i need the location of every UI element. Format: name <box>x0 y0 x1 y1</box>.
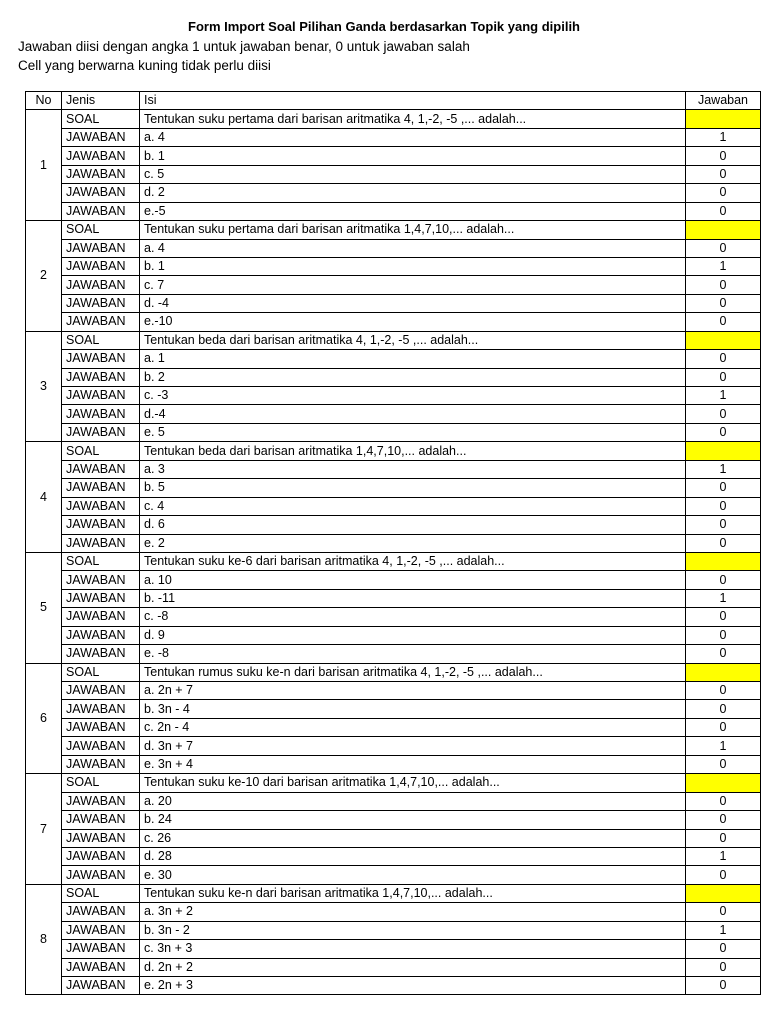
answer-type-cell[interactable]: JAWABAN <box>62 755 140 773</box>
question-table <box>25 91 761 995</box>
answer-option-cell[interactable]: b. 24 <box>140 811 686 829</box>
soal-type-cell[interactable]: SOAL <box>62 442 140 460</box>
answer-value-cell[interactable]: 0 <box>686 571 761 589</box>
answer-option-cell[interactable]: c. 7 <box>140 276 686 294</box>
answer-value-cell[interactable]: 1 <box>686 257 761 275</box>
question-text-cell[interactable]: Tentukan beda dari barisan aritmatika 1,4,7,10,... adalah... <box>140 442 686 460</box>
answer-value-cell[interactable]: 0 <box>686 608 761 626</box>
answer-row <box>26 940 761 958</box>
answer-option-cell[interactable]: b. 1 <box>140 147 686 165</box>
answer-row <box>26 239 761 257</box>
answer-type-cell[interactable]: JAWABAN <box>62 350 140 368</box>
answer-option-cell[interactable]: b. 1 <box>140 257 686 275</box>
answer-option-cell[interactable]: d. 3n + 7 <box>140 737 686 755</box>
answer-row <box>26 903 761 921</box>
question-text-cell[interactable]: Tentukan suku ke-n dari barisan aritmatika 1,4,7,10,... adalah... <box>140 884 686 902</box>
question-row <box>26 221 761 239</box>
answer-value-cell[interactable]: 0 <box>686 940 761 958</box>
answer-option-cell[interactable]: d.-4 <box>140 405 686 423</box>
answer-type-cell[interactable]: JAWABAN <box>62 847 140 865</box>
soal-type-cell[interactable]: SOAL <box>62 663 140 681</box>
answer-type-cell[interactable]: JAWABAN <box>62 534 140 552</box>
answer-type-cell[interactable]: JAWABAN <box>62 866 140 884</box>
soal-type-cell[interactable]: SOAL <box>62 110 140 128</box>
answer-option-cell[interactable]: c. 3n + 3 <box>140 940 686 958</box>
answer-value-cell[interactable]: 0 <box>686 313 761 331</box>
answer-row <box>26 626 761 644</box>
answer-type-cell[interactable]: JAWABAN <box>62 405 140 423</box>
answer-option-cell[interactable]: e. 2 <box>140 534 686 552</box>
answer-option-cell[interactable]: c. -8 <box>140 608 686 626</box>
answer-row <box>26 147 761 165</box>
answer-value-cell[interactable]: 0 <box>686 755 761 773</box>
answer-type-cell[interactable]: JAWABAN <box>62 257 140 275</box>
answer-type-cell[interactable]: JAWABAN <box>62 202 140 220</box>
answer-type-cell[interactable]: JAWABAN <box>62 940 140 958</box>
answer-option-cell[interactable]: a. 1 <box>140 350 686 368</box>
answer-value-cell[interactable]: 0 <box>686 368 761 386</box>
question-row <box>26 884 761 902</box>
question-row <box>26 552 761 570</box>
answer-type-cell[interactable]: JAWABAN <box>62 682 140 700</box>
answer-type-cell[interactable]: JAWABAN <box>62 497 140 515</box>
answer-row <box>26 165 761 183</box>
answer-value-cell[interactable]: 1 <box>686 128 761 146</box>
answer-value-cell[interactable]: 0 <box>686 829 761 847</box>
answer-value-cell[interactable]: 1 <box>686 460 761 478</box>
question-number: 8 <box>26 884 62 995</box>
answer-row <box>26 405 761 423</box>
soal-type-cell[interactable]: SOAL <box>62 552 140 570</box>
answer-row <box>26 460 761 478</box>
answer-value-cell[interactable]: 0 <box>686 700 761 718</box>
no-fill-yellow-cell <box>686 110 761 128</box>
answer-row <box>26 202 761 220</box>
answer-value-cell[interactable]: 0 <box>686 903 761 921</box>
answer-row <box>26 294 761 312</box>
answer-row <box>26 645 761 663</box>
answer-type-cell[interactable]: JAWABAN <box>62 423 140 441</box>
question-number: 2 <box>26 221 62 332</box>
answer-type-cell[interactable]: JAWABAN <box>62 128 140 146</box>
answer-row <box>26 866 761 884</box>
question-number: 7 <box>26 774 62 885</box>
answer-type-cell[interactable]: JAWABAN <box>62 718 140 736</box>
answer-value-cell[interactable]: 1 <box>686 847 761 865</box>
answer-option-cell[interactable]: d. 28 <box>140 847 686 865</box>
answer-value-cell[interactable]: 0 <box>686 811 761 829</box>
answer-row <box>26 958 761 976</box>
answer-row <box>26 313 761 331</box>
answer-value-cell[interactable]: 0 <box>686 202 761 220</box>
answer-row <box>26 682 761 700</box>
answer-value-cell[interactable]: 0 <box>686 516 761 534</box>
answer-value-cell[interactable]: 0 <box>686 165 761 183</box>
answer-value-cell[interactable]: 0 <box>686 497 761 515</box>
soal-type-cell[interactable]: SOAL <box>62 884 140 902</box>
answer-row <box>26 755 761 773</box>
answer-row <box>26 829 761 847</box>
answer-type-cell[interactable]: JAWABAN <box>62 460 140 478</box>
answer-row <box>26 350 761 368</box>
answer-option-cell[interactable]: d. 6 <box>140 516 686 534</box>
answer-value-cell[interactable]: 0 <box>686 276 761 294</box>
question-text-cell[interactable]: Tentukan suku ke-10 dari barisan aritmatika 1,4,7,10,... adalah... <box>140 774 686 792</box>
soal-type-cell[interactable]: SOAL <box>62 331 140 349</box>
answer-value-cell[interactable]: 0 <box>686 718 761 736</box>
answer-value-cell[interactable]: 0 <box>686 792 761 810</box>
header-no: No <box>26 92 62 110</box>
answer-value-cell[interactable]: 0 <box>686 423 761 441</box>
answer-row <box>26 977 761 995</box>
answer-row <box>26 811 761 829</box>
answer-value-cell[interactable]: 1 <box>686 921 761 939</box>
answer-row <box>26 608 761 626</box>
answer-type-cell[interactable]: JAWABAN <box>62 147 140 165</box>
answer-type-cell[interactable]: JAWABAN <box>62 921 140 939</box>
answer-type-cell[interactable]: JAWABAN <box>62 571 140 589</box>
answer-row <box>26 534 761 552</box>
question-number: 5 <box>26 552 62 663</box>
answer-value-cell[interactable]: 0 <box>686 977 761 995</box>
answer-type-cell[interactable]: JAWABAN <box>62 903 140 921</box>
answer-option-cell[interactable]: d. 2n + 2 <box>140 958 686 976</box>
answer-option-cell[interactable]: e. 30 <box>140 866 686 884</box>
answer-option-cell[interactable]: c. 26 <box>140 829 686 847</box>
no-fill-yellow-cell <box>686 331 761 349</box>
answer-value-cell[interactable]: 0 <box>686 866 761 884</box>
answer-option-cell[interactable]: d. 2 <box>140 184 686 202</box>
question-text-cell[interactable]: Tentukan suku pertama dari barisan aritmatika 1,4,7,10,... adalah... <box>140 221 686 239</box>
answer-row <box>26 571 761 589</box>
answer-option-cell[interactable]: e. 2n + 3 <box>140 977 686 995</box>
answer-type-cell[interactable]: JAWABAN <box>62 958 140 976</box>
answer-value-cell[interactable]: 0 <box>686 239 761 257</box>
answer-row <box>26 700 761 718</box>
answer-row <box>26 516 761 534</box>
answer-value-cell[interactable]: 0 <box>686 147 761 165</box>
answer-option-cell[interactable]: a. 10 <box>140 571 686 589</box>
answer-type-cell[interactable]: JAWABAN <box>62 479 140 497</box>
answer-type-cell[interactable]: JAWABAN <box>62 165 140 183</box>
answer-value-cell[interactable]: 0 <box>686 350 761 368</box>
answer-option-cell[interactable]: e. 3n + 4 <box>140 755 686 773</box>
answer-row <box>26 479 761 497</box>
no-fill-yellow-cell <box>686 884 761 902</box>
answer-option-cell[interactable]: a. 4 <box>140 128 686 146</box>
answer-value-cell[interactable]: 0 <box>686 294 761 312</box>
answer-value-cell[interactable]: 0 <box>686 626 761 644</box>
question-row <box>26 774 761 792</box>
answer-type-cell[interactable]: JAWABAN <box>62 792 140 810</box>
answer-option-cell[interactable]: c. 4 <box>140 497 686 515</box>
header-isi: Isi <box>140 92 686 110</box>
question-number: 3 <box>26 331 62 442</box>
question-row <box>26 331 761 349</box>
answer-option-cell[interactable]: b. 3n - 2 <box>140 921 686 939</box>
answer-value-cell[interactable]: 0 <box>686 479 761 497</box>
answer-option-cell[interactable]: e. -8 <box>140 645 686 663</box>
soal-type-cell[interactable]: SOAL <box>62 221 140 239</box>
answer-option-cell[interactable]: e.-10 <box>140 313 686 331</box>
answer-row <box>26 276 761 294</box>
answer-option-cell[interactable]: c. 2n - 4 <box>140 718 686 736</box>
answer-row <box>26 737 761 755</box>
answer-type-cell[interactable]: JAWABAN <box>62 608 140 626</box>
answer-value-cell[interactable]: 0 <box>686 645 761 663</box>
answer-option-cell[interactable]: a. 3 <box>140 460 686 478</box>
instruction-note: Jawaban diisi dengan angka 1 untuk jawaban benar, 0 untuk jawaban salah <box>18 39 470 54</box>
answer-row <box>26 921 761 939</box>
answer-type-cell[interactable]: JAWABAN <box>62 387 140 405</box>
answer-option-cell[interactable]: b. 5 <box>140 479 686 497</box>
answer-value-cell[interactable]: 1 <box>686 589 761 607</box>
page-title: Form Import Soal Pilihan Ganda berdasarkan Topik yang dipilih <box>188 19 580 34</box>
question-text-cell[interactable]: Tentukan rumus suku ke-n dari barisan aritmatika 4, 1,-2, -5 ,... adalah... <box>140 663 686 681</box>
answer-row <box>26 257 761 275</box>
question-number: 6 <box>26 663 62 774</box>
question-text-cell[interactable]: Tentukan suku ke-6 dari barisan aritmatika 4, 1,-2, -5 ,... adalah... <box>140 552 686 570</box>
no-fill-yellow-cell <box>686 221 761 239</box>
answer-value-cell[interactable]: 0 <box>686 184 761 202</box>
answer-row <box>26 184 761 202</box>
answer-value-cell[interactable]: 0 <box>686 682 761 700</box>
question-text-cell[interactable]: Tentukan beda dari barisan aritmatika 4, 1,-2, -5 ,... adalah... <box>140 331 686 349</box>
answer-row <box>26 128 761 146</box>
answer-option-cell[interactable]: e. 5 <box>140 423 686 441</box>
yellow-cell-note: Cell yang berwarna kuning tidak perlu diisi <box>18 58 271 73</box>
answer-type-cell[interactable]: JAWABAN <box>62 239 140 257</box>
table-header-row <box>26 92 761 110</box>
answer-row <box>26 718 761 736</box>
answer-type-cell[interactable]: JAWABAN <box>62 645 140 663</box>
no-fill-yellow-cell <box>686 663 761 681</box>
answer-option-cell[interactable]: a. 3n + 2 <box>140 903 686 921</box>
question-number: 4 <box>26 442 62 553</box>
answer-option-cell[interactable]: b. -11 <box>140 589 686 607</box>
answer-option-cell[interactable]: a. 2n + 7 <box>140 682 686 700</box>
answer-row <box>26 792 761 810</box>
answer-type-cell[interactable]: JAWABAN <box>62 829 140 847</box>
answer-type-cell[interactable]: JAWABAN <box>62 184 140 202</box>
answer-option-cell[interactable]: e.-5 <box>140 202 686 220</box>
question-number: 1 <box>26 110 62 221</box>
answer-row <box>26 423 761 441</box>
answer-type-cell[interactable]: JAWABAN <box>62 276 140 294</box>
question-text-cell[interactable]: Tentukan suku pertama dari barisan aritmatika 4, 1,-2, -5 ,... adalah... <box>140 110 686 128</box>
answer-option-cell[interactable]: b. 3n - 4 <box>140 700 686 718</box>
soal-type-cell[interactable]: SOAL <box>62 774 140 792</box>
answer-value-cell[interactable]: 1 <box>686 737 761 755</box>
no-fill-yellow-cell <box>686 774 761 792</box>
answer-value-cell[interactable]: 1 <box>686 387 761 405</box>
answer-option-cell[interactable]: c. 5 <box>140 165 686 183</box>
answer-type-cell[interactable]: JAWABAN <box>62 313 140 331</box>
no-fill-yellow-cell <box>686 442 761 460</box>
answer-option-cell[interactable]: a. 4 <box>140 239 686 257</box>
answer-type-cell[interactable]: JAWABAN <box>62 589 140 607</box>
answer-row <box>26 589 761 607</box>
answer-row <box>26 847 761 865</box>
answer-type-cell[interactable]: JAWABAN <box>62 700 140 718</box>
answer-option-cell[interactable]: d. 9 <box>140 626 686 644</box>
question-row <box>26 663 761 681</box>
table-body <box>26 110 761 995</box>
header-jenis: Jenis <box>62 92 140 110</box>
question-row <box>26 110 761 128</box>
answer-option-cell[interactable]: d. -4 <box>140 294 686 312</box>
answer-value-cell[interactable]: 0 <box>686 958 761 976</box>
answer-row <box>26 497 761 515</box>
answer-option-cell[interactable]: a. 20 <box>140 792 686 810</box>
answer-type-cell[interactable]: JAWABAN <box>62 368 140 386</box>
answer-row <box>26 368 761 386</box>
answer-type-cell[interactable]: JAWABAN <box>62 977 140 995</box>
question-row <box>26 442 761 460</box>
answer-type-cell[interactable]: JAWABAN <box>62 626 140 644</box>
answer-type-cell[interactable]: JAWABAN <box>62 811 140 829</box>
answer-row <box>26 387 761 405</box>
answer-option-cell[interactable]: b. 2 <box>140 368 686 386</box>
answer-option-cell[interactable]: c. -3 <box>140 387 686 405</box>
answer-value-cell[interactable]: 0 <box>686 405 761 423</box>
answer-type-cell[interactable]: JAWABAN <box>62 516 140 534</box>
answer-value-cell[interactable]: 0 <box>686 534 761 552</box>
answer-type-cell[interactable]: JAWABAN <box>62 737 140 755</box>
no-fill-yellow-cell <box>686 552 761 570</box>
header-jawaban: Jawaban <box>686 92 761 110</box>
answer-type-cell[interactable]: JAWABAN <box>62 294 140 312</box>
